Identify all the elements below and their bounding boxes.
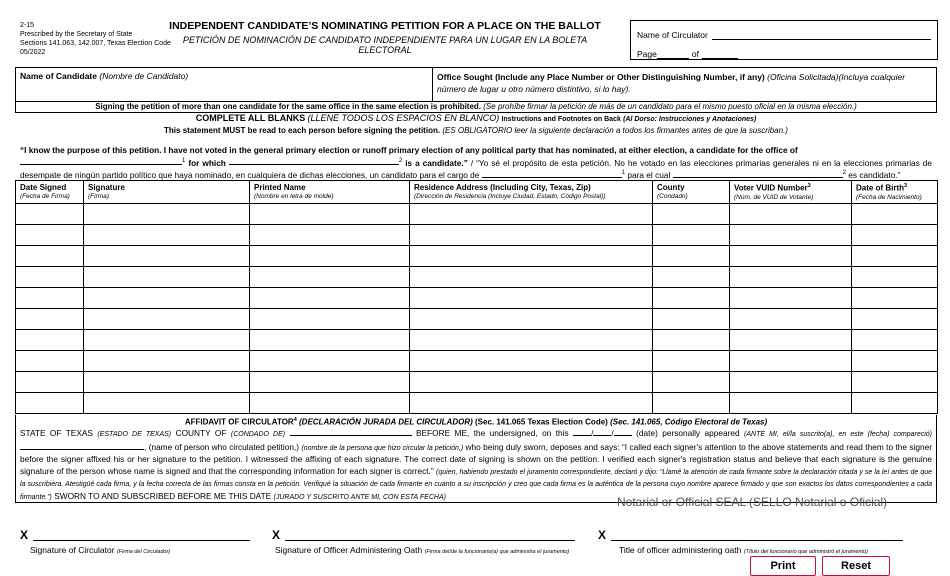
table-row <box>16 392 938 413</box>
county-cell[interactable] <box>653 287 730 308</box>
date-of-birth-cell[interactable] <box>852 245 938 266</box>
affidavit-title-es: (DECLARACIÓN JURADA DEL CIRCULADOR) <box>299 417 473 427</box>
voter-statement <box>20 145 932 180</box>
reset-button[interactable]: Reset <box>822 556 890 576</box>
residence-address-cell[interactable] <box>410 266 653 287</box>
table-row <box>16 224 938 245</box>
vuid-cell[interactable] <box>730 224 852 245</box>
x-mark-officer: X <box>272 528 281 542</box>
signature-cell[interactable] <box>84 350 250 371</box>
office-blank-1[interactable] <box>20 156 182 165</box>
x-mark-title: X <box>598 528 607 542</box>
printed-name-cell[interactable] <box>250 287 410 308</box>
office-sought-label: Office Sought (Include any Place Number or Other Distinguishing Number, if any) <box>437 72 765 82</box>
date-note: (date) personally appeared <box>636 428 740 438</box>
county-cell[interactable] <box>653 392 730 413</box>
month-field[interactable] <box>593 427 611 436</box>
signature-cell[interactable] <box>84 371 250 392</box>
county-cell[interactable] <box>653 266 730 287</box>
office-sought-cell[interactable] <box>433 68 936 101</box>
date-of-birth-cell[interactable] <box>852 224 938 245</box>
residence-address-cell[interactable] <box>410 308 653 329</box>
date-of-birth-cell[interactable] <box>852 329 938 350</box>
code-sections: Sections 141.063, 142.007, Texas Election Code <box>20 40 171 47</box>
col-date-of-birth: Date of Birth$^3$ (Fecha de Nacimiento) <box>852 181 938 204</box>
table-row <box>16 371 938 392</box>
date-signed-cell[interactable] <box>16 266 84 287</box>
date-of-birth-cell[interactable] <box>852 350 938 371</box>
date-note-es: (ANTE MI, el/la suscrito(a), en este (fecha) compareció) <box>744 431 932 438</box>
name-note-es: (nombre de la persona que hizo circular la petición,) <box>301 444 464 452</box>
affidavit-body: who being duly sworn, deposes and says: “I called each signer's attention to the above statements and read them to the signer before the signer affixed his or her signature to the petition. I witnessed the affixing of each signature. The correct date of signing is shown on the petition. I verified each signer's registration status and believe that each signature is the genuine signature of the person whose name is signed and that the corresponding information for each signer is correct.” <box>20 441 932 476</box>
warn-en: Signing the petition of more than one candidate for the same office in the same election is prohibited. <box>95 102 482 111</box>
signature-cell[interactable] <box>84 245 250 266</box>
date-of-birth-cell[interactable] <box>852 287 938 308</box>
county-field[interactable] <box>290 427 412 436</box>
table-row <box>16 287 938 308</box>
candidate-blank-1[interactable] <box>229 156 399 165</box>
form-id-block <box>20 21 171 57</box>
affidavit-title-en: AFFIDAVIT OF CIRCULATOR <box>184 417 294 427</box>
printed-name-cell[interactable] <box>250 329 410 350</box>
signature-rows <box>16 203 938 413</box>
date-signed-cell[interactable] <box>16 203 84 224</box>
date-of-birth-cell[interactable] <box>852 266 938 287</box>
circulator-name-label: Name of Circulator <box>637 30 708 40</box>
affidavit-body-es: (quien, habiendo prestado el juramento correspondiente, declaró y dijo: “Llamé la atención de cada firmante sobre la declaración citada y se la leí antes de que la suscribiera. Atestigüé cada firma, y la fecha correcta de las firmas consta en la petición. Verifiqué la situación de cada firmante en cuanto a su inscripción y creo que cada firma es la auténtica de la persona cuyo nombre aparece firmado y que son exactos los datos correspondientes a cada firmante.”) <box>20 468 932 501</box>
county-cell[interactable] <box>653 224 730 245</box>
signature-cell[interactable] <box>84 329 250 350</box>
vuid-cell[interactable] <box>730 392 852 413</box>
stmt-en: This statement MUST be read to each person before signing the petition. <box>164 126 441 135</box>
residence-address-cell[interactable] <box>410 329 653 350</box>
office-blank-2[interactable] <box>482 169 622 178</box>
affidavit-code: (Sec. 141.065 Texas Election Code) <box>475 417 608 427</box>
form-date: 05/2022 <box>20 49 46 56</box>
page-total-field[interactable] <box>702 49 738 59</box>
statement-p6: es candidato.” <box>848 169 901 180</box>
table-row <box>16 329 938 350</box>
table-row <box>16 203 938 224</box>
statement-p4: / “Yo sé el propósito de esta petición. No he votado en las elecciones primarias generales ni en la elecciones primarias de desempate de ningún partido político que haya nominado, en cualquiera de dichas elecciones, un candidato para el cargo de <box>20 157 933 180</box>
circulator-box <box>630 20 938 60</box>
affidavit-footnote: 4 <box>293 417 297 423</box>
statement-p3: is a candidate.” <box>405 157 468 168</box>
county-label: COUNTY OF <box>175 428 227 438</box>
col-signature: Signature (Firma) <box>84 181 250 204</box>
signature-cell[interactable] <box>84 224 250 245</box>
year-field[interactable] <box>614 427 632 436</box>
candidate-row <box>15 67 937 102</box>
officer-title-line[interactable] <box>611 540 903 541</box>
officer-title-label: Title of officer administering oath (Título del funcionario que administró el juramento) <box>619 545 868 555</box>
date-signed-cell[interactable] <box>16 245 84 266</box>
residence-address-cell[interactable] <box>410 350 653 371</box>
circulator-name-field[interactable] <box>712 30 931 40</box>
candidate-name-label: Name of Candidate <box>20 71 97 81</box>
residence-address-cell[interactable] <box>410 287 653 308</box>
printed-name-cell[interactable] <box>250 392 410 413</box>
county-cell[interactable] <box>653 350 730 371</box>
county-cell[interactable] <box>653 329 730 350</box>
date-signed-cell[interactable] <box>16 308 84 329</box>
complete-blanks-notice <box>15 113 937 125</box>
affidavit-text: STATE OF TEXAS (ESTADO DE TEXAS) COUNTY OF (CONDADO DE) BEFORE ME, the undersigned, on this / / (date) personally appeared (ANTE MI, el/la suscrito(a), en este (fecha) compareció) , (name of person who circulated petition,) (nombre de la persona que hizo circular la petición,) who being duly sworn, deposes and says: “I called each signer's attention to the above statements and read them to the signer before the signer affixed his or her signature to the petition. I witnessed the affixing of each signature. The correct date of signing is shown on the petition. I verified each signer's registration status and believe that each signature is the genuine signature of the person whose name is signed and that the corresponding information for each signer is correct.” (quien, habiendo prestado el juramento correspondiente, declaró y dijo: “Llamé la atención de cada firmante sobre la declaración citada y se la leí antes de que la suscribiera. Atestigüé cada firma, y la fecha correcta de las firmas consta en la petición. Verifiqué la situación de cada firmante en cuanto a su inscripción y creo que cada firma es la auténtica de la persona cuyo nombre aparece firmado y que son exactos los datos correspondientes a cada firmante.”) SWORN TO AND SUBSCRIBED BEFORE ME THIS DATE (JURADO Y SUSCRITO ANTE MI, CON ESTA FECHA) <box>20 428 932 501</box>
stmt-es: (ES OBLIGATORIO leer la siguiente declaración a todos los firmantes antes de que la suscriban.) <box>442 126 788 135</box>
county-cell[interactable] <box>653 308 730 329</box>
footnote-1: 1 <box>182 157 186 164</box>
name-note: , (name of person who circulated petition,) <box>144 441 299 452</box>
col-printed-name: Printed Name (Nombre en letra de molde) <box>250 181 410 204</box>
state-label: STATE OF TEXAS <box>20 428 93 438</box>
circulator-signature-line[interactable] <box>33 540 250 541</box>
residence-address-cell[interactable] <box>410 224 653 245</box>
candidate-blank-2[interactable] <box>673 169 843 178</box>
affidavit-title <box>15 417 937 427</box>
footnote-1b: 1 <box>621 169 626 176</box>
date-signed-cell[interactable] <box>16 392 84 413</box>
date-of-birth-cell[interactable] <box>852 203 938 224</box>
instructions-note: Instructions and Footnotes on Back <box>501 116 621 123</box>
vuid-cell[interactable] <box>730 245 852 266</box>
printed-name-cell[interactable] <box>250 350 410 371</box>
county-cell[interactable] <box>653 245 730 266</box>
footnote-2b: 2 <box>842 169 846 176</box>
residence-address-cell[interactable] <box>410 203 653 224</box>
county-cell[interactable] <box>653 203 730 224</box>
circulator-signature-label: Signature of Circulator (Firma del Circulador) <box>30 545 171 555</box>
col-residence-address: Residence Address (Including City, Texas, Zip) (Dirección de Residencia (Incluye Ciudad, Estado, Código Postal)) <box>410 181 653 204</box>
vuid-cell[interactable] <box>730 266 852 287</box>
signature-cell[interactable] <box>84 308 250 329</box>
table-header-row <box>16 181 938 204</box>
blanks-en: COMPLETE ALL BLANKS <box>195 113 306 123</box>
printed-name-cell[interactable] <box>250 245 410 266</box>
form-number: 2-15 <box>20 22 35 29</box>
circulator-name-line[interactable] <box>20 441 144 450</box>
notarial-seal-label: Notarial or Official SEAL (SELLO Notarial o Oficial) <box>617 495 888 509</box>
officer-signature-label: Signature of Officer Administering Oath (Firma del/de la funcionario(a) que administra el juramento) <box>275 545 570 555</box>
prescribed-by: Prescribed by the Secretary of State <box>20 31 133 38</box>
printed-name-cell[interactable] <box>250 308 410 329</box>
office-sought-label-es: (Oficina Solicitada)(Incluya cualquier número de lugar u otro número distintivo, si lo hay). <box>437 72 906 94</box>
date-of-birth-cell[interactable] <box>852 308 938 329</box>
printed-name-cell[interactable] <box>250 224 410 245</box>
signature-cell[interactable] <box>84 392 250 413</box>
blanks-es: (LLENE TODOS LOS ESPACIOS EN BLANCO) <box>307 113 500 123</box>
page-label: Page <box>637 49 657 59</box>
date-of-birth-cell[interactable] <box>852 392 938 413</box>
printed-name-cell[interactable] <box>250 203 410 224</box>
vuid-cell[interactable] <box>730 308 852 329</box>
prohibition-notice <box>15 101 937 113</box>
statement-p2: for which <box>188 157 226 168</box>
residence-address-cell[interactable] <box>410 392 653 413</box>
table-row <box>16 245 938 266</box>
officer-signature-line[interactable] <box>285 540 575 541</box>
candidate-name-label-es: (Nombre de Candidato) <box>99 71 189 81</box>
signature-cell[interactable] <box>84 266 250 287</box>
signature-cell[interactable] <box>84 287 250 308</box>
page-number-field[interactable] <box>657 49 689 59</box>
signature-table <box>15 180 938 414</box>
affidavit-code-es: (Sec. 141.065, Código Electoral de Texas) <box>610 417 768 427</box>
col-vuid: Voter VUID Number$^3$ (Núm. de VUID de Votante) <box>730 181 852 204</box>
footnote-2: 2 <box>398 157 403 164</box>
date-signed-cell[interactable] <box>16 350 84 371</box>
title-es: PETICIÓN DE NOMINACIÓN DE CANDIDATO INDEPENDIENTE PARA UN LUGAR EN LA BOLETA ELECTORAL <box>182 35 588 55</box>
county-label-es: (CONDADO DE) <box>230 431 286 438</box>
vuid-cell[interactable] <box>730 287 852 308</box>
sworn-text-es: (JURADO Y SUSCRITO ANTE MI, CON ESTA FECHA) <box>273 493 446 501</box>
form-title <box>160 20 610 55</box>
vuid-cell[interactable] <box>730 329 852 350</box>
printed-name-cell[interactable] <box>250 266 410 287</box>
vuid-cell[interactable] <box>730 371 852 392</box>
col-date-signed: Date Signed (Fecha de Firma) <box>16 181 84 204</box>
print-button[interactable]: Print <box>750 556 816 576</box>
warn-es: (Se prohíbe firmar la petición de más de un candidato para el mismo puesto oficial en la misma elección.) <box>483 102 857 111</box>
table-row <box>16 350 938 371</box>
date-signed-cell[interactable] <box>16 287 84 308</box>
sworn-text: SWORN TO AND SUBSCRIBED BEFORE ME THIS DATE <box>54 490 272 501</box>
candidate-name-cell[interactable] <box>16 68 433 101</box>
signature-cell[interactable] <box>84 203 250 224</box>
before-me-text: BEFORE ME, the undersigned, on this <box>415 428 569 438</box>
table-row <box>16 308 938 329</box>
x-mark-circulator: X <box>20 528 29 542</box>
county-cell[interactable] <box>653 371 730 392</box>
title-en: INDEPENDENT CANDIDATE’S NOMINATING PETITION FOR A PLACE ON THE BALLOT <box>169 20 601 32</box>
vuid-cell[interactable] <box>730 203 852 224</box>
residence-address-cell[interactable] <box>410 245 653 266</box>
read-statement-notice <box>15 125 937 136</box>
printed-name-cell[interactable] <box>250 371 410 392</box>
statement-p1: “I know the purpose of this petition. I have not voted in the general primary election or runoff primary election of any political party that has nominated, at either election, a candidate for the office of <box>20 145 798 155</box>
col-county: County (Condado) <box>653 181 730 204</box>
residence-address-cell[interactable] <box>410 371 653 392</box>
instructions-note-es: (Al Dorso: Instrucciones y Anotaciones) <box>623 116 757 123</box>
date-of-birth-cell[interactable] <box>852 371 938 392</box>
date-signed-cell[interactable] <box>16 224 84 245</box>
of-label: of <box>691 49 699 59</box>
statement-p5: para el cual <box>627 169 671 180</box>
date-signed-cell[interactable] <box>16 371 84 392</box>
vuid-cell[interactable] <box>730 350 852 371</box>
state-label-es: (ESTADO DE TEXAS) <box>97 431 172 438</box>
table-row <box>16 266 938 287</box>
date-signed-cell[interactable] <box>16 329 84 350</box>
day-field[interactable] <box>573 427 591 436</box>
